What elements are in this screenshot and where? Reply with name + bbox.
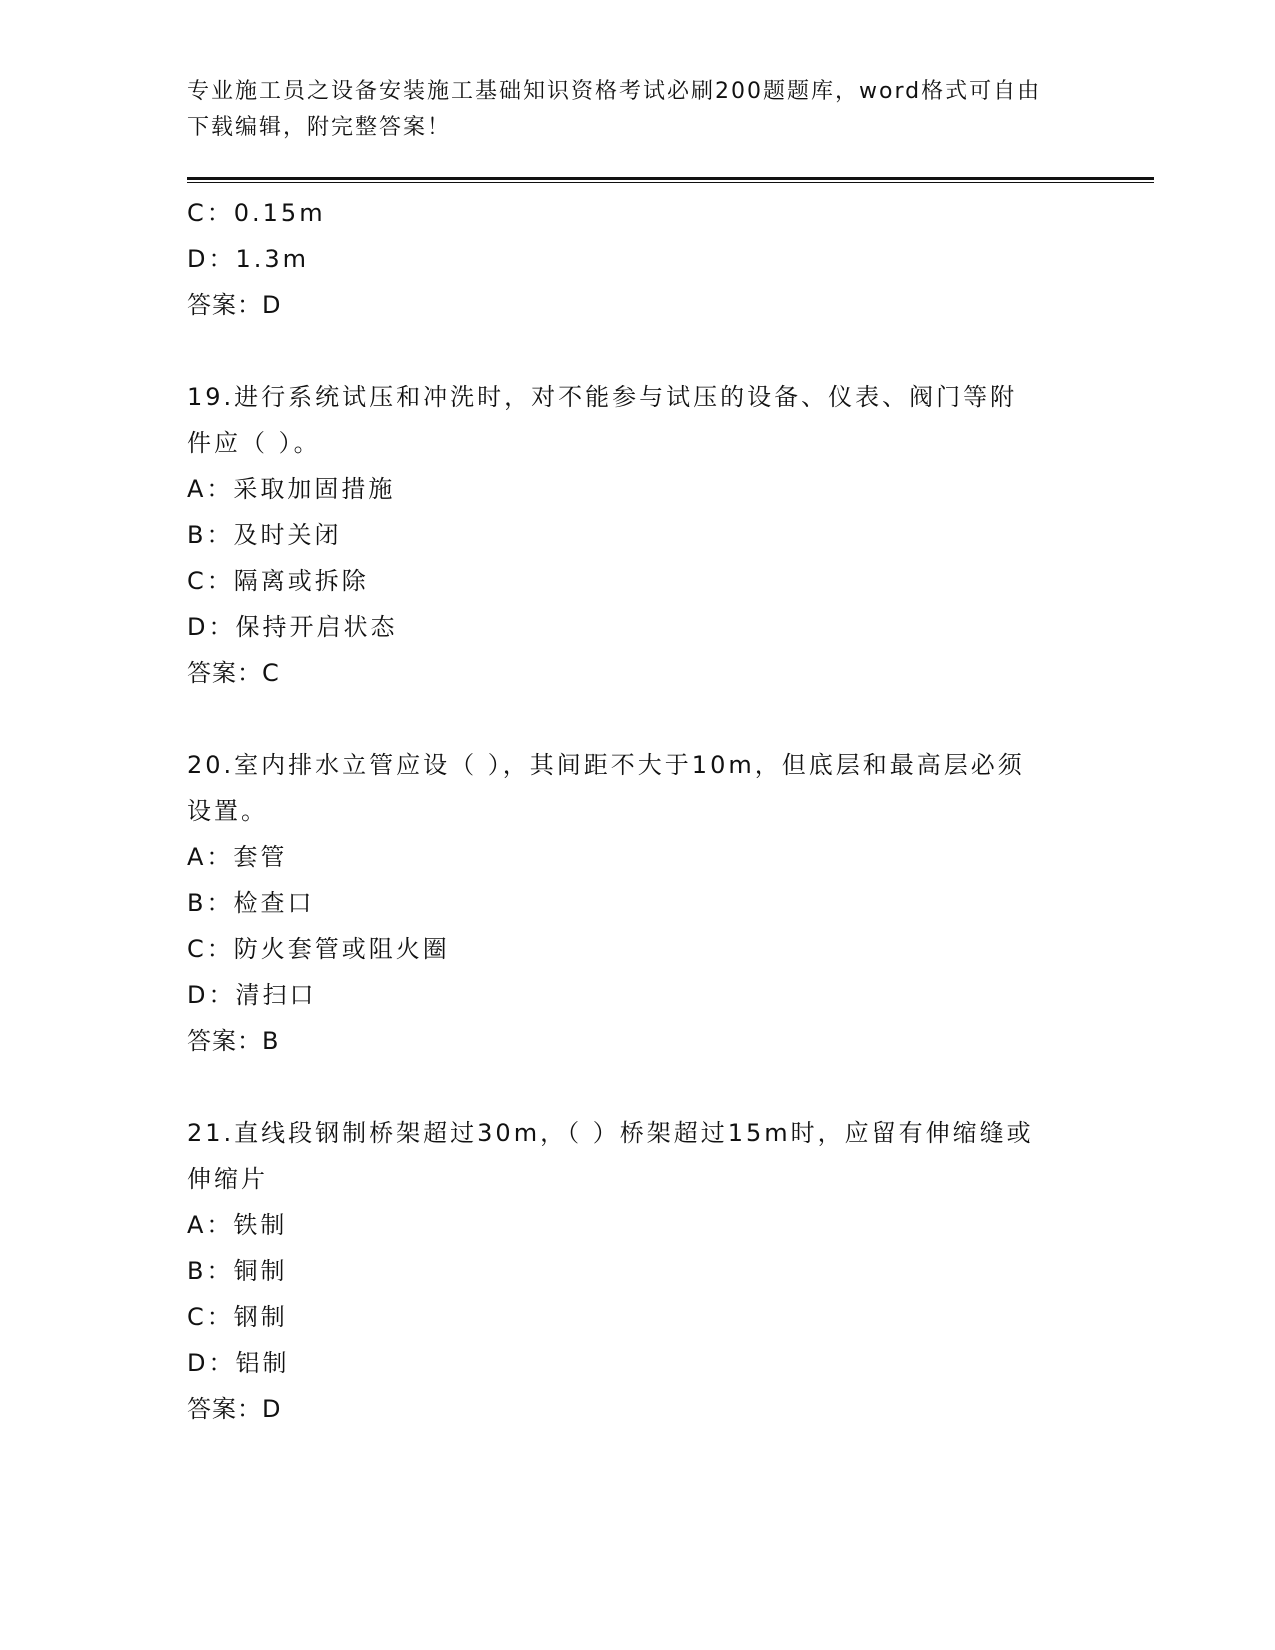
question-20 bbox=[187, 742, 1087, 1064]
option-a: A：采取加固措施 bbox=[187, 475, 396, 503]
answer-line: 答案：C bbox=[187, 659, 280, 687]
question-stem-line-2: 件应（ ）。 bbox=[187, 429, 321, 457]
spacer bbox=[187, 1064, 1087, 1110]
option-d: D：保持开启状态 bbox=[187, 613, 398, 641]
option-c: C：钢制 bbox=[187, 1303, 288, 1331]
header-title-line-1: 专业施工员之设备安装施工基础知识资格考试必刷200题题库，word格式可自由 bbox=[187, 79, 1042, 104]
spacer bbox=[187, 328, 1087, 374]
option-b: B：及时关闭 bbox=[187, 521, 342, 549]
question-stem-line-2: 设置。 bbox=[187, 797, 268, 825]
question-18-continued bbox=[187, 190, 1087, 328]
option-a: A：铁制 bbox=[187, 1211, 288, 1239]
question-21 bbox=[187, 1110, 1087, 1432]
question-stem-line-2: 伸缩片 bbox=[187, 1165, 268, 1193]
document-header bbox=[187, 74, 1087, 146]
question-stem-line-1: 21.直线段钢制桥架超过30m，（ ）桥架超过15m时，应留有伸缩缝或 bbox=[187, 1119, 1034, 1147]
question-list bbox=[187, 190, 1087, 1432]
question-stem-line-1: 20.室内排水立管应设（ ），其间距不大于10m，但底层和最高层必须 bbox=[187, 751, 1025, 779]
header-divider-thick bbox=[187, 177, 1154, 180]
answer-line: 答案：B bbox=[187, 1027, 280, 1055]
question-19 bbox=[187, 374, 1087, 696]
answer-line: 答案：D bbox=[187, 291, 282, 319]
option-a: A：套管 bbox=[187, 843, 288, 871]
option-b: B：铜制 bbox=[187, 1257, 288, 1285]
option-c: C：防火套管或阻火圈 bbox=[187, 935, 450, 963]
question-stem-line-1: 19.进行系统试压和冲洗时，对不能参与试压的设备、仪表、阀门等附 bbox=[187, 383, 1018, 411]
option-b: B：检查口 bbox=[187, 889, 315, 917]
header-divider-thin bbox=[187, 182, 1154, 183]
option-d: D：清扫口 bbox=[187, 981, 317, 1009]
answer-line: 答案：D bbox=[187, 1395, 282, 1423]
option-d: D：1.3m bbox=[187, 245, 310, 273]
option-c: C：隔离或拆除 bbox=[187, 567, 369, 595]
spacer bbox=[187, 696, 1087, 742]
header-title-line-2: 下载编辑，附完整答案！ bbox=[187, 115, 452, 140]
option-c: C：0.15m bbox=[187, 199, 326, 227]
option-d: D：铝制 bbox=[187, 1349, 290, 1377]
